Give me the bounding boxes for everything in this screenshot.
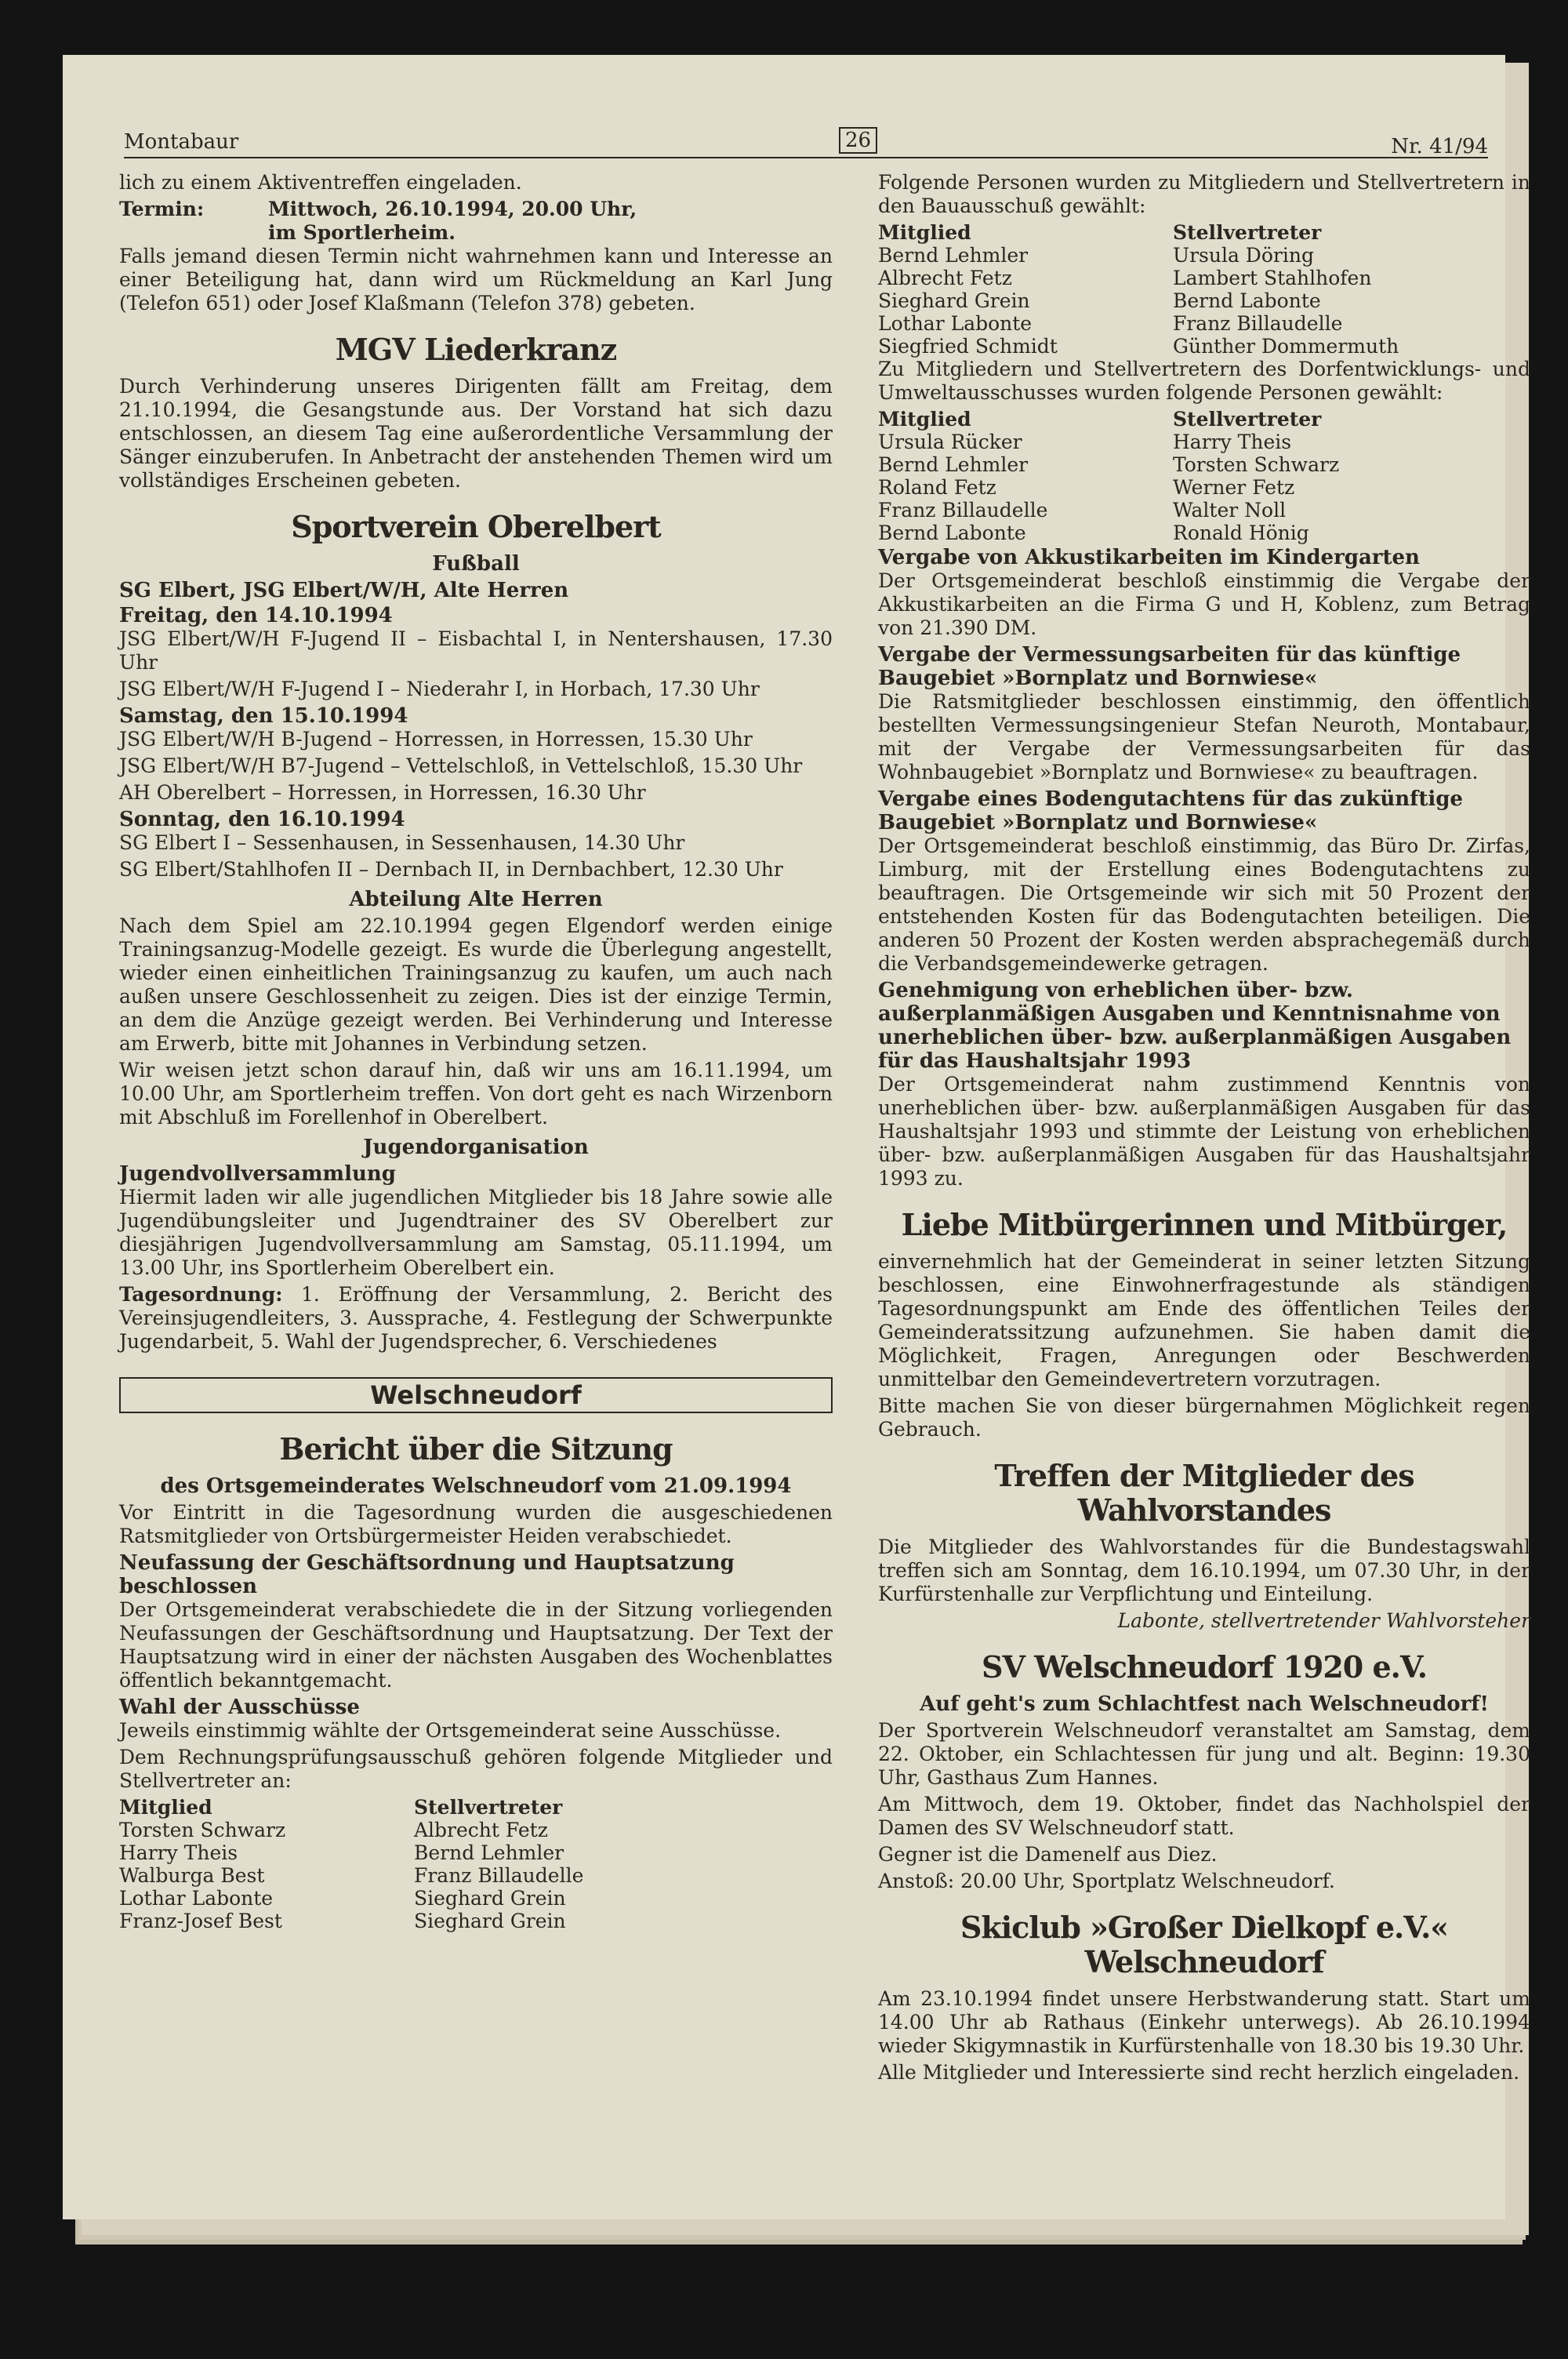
- liebe-title: Liebe Mitbürgerinnen und Mitbürger,: [901, 1207, 1508, 1242]
- rpa-members-column: [119, 1796, 414, 1932]
- list-item: Franz Billaudelle: [878, 499, 1048, 522]
- sv-text-2: Am Mittwoch, dem 19. Oktober, findet das Nachholspiel der Damen des SV Welschneudorf statt.: [878, 1793, 1530, 1839]
- sv-title: SV Welschneudorf 1920 e.V.: [982, 1649, 1427, 1685]
- list-item: Walter Noll: [1173, 499, 1287, 522]
- page-header: [124, 127, 1488, 160]
- page-number: 26: [839, 127, 877, 154]
- rpa-deputies-column: [414, 1796, 833, 1932]
- issue-number: Nr. 41/94: [1391, 135, 1488, 158]
- list-item: Walburga Best: [119, 1864, 265, 1887]
- newspaper-page: [63, 55, 1530, 2219]
- list-item: Franz Billaudelle: [414, 1864, 584, 1887]
- friday-game-1: JSG Elbert/W/H F-Jugend II – Eisbachtal I, in Nentershausen, 17.30 Uhr: [119, 627, 833, 674]
- bericht-intro: Vor Eintritt in die Tagesordnung wurden die ausgeschiedenen Ratsmitglieder von Ortsbürgermeister Heiden verabschiedet.: [119, 1501, 833, 1547]
- list-item: Lothar Labonte: [119, 1887, 274, 1910]
- right-column: [878, 171, 1530, 2088]
- list-item: Albrecht Fetz: [878, 267, 1012, 289]
- sunday-heading: Sonntag, den 16.10.1994: [119, 808, 405, 831]
- mgv-title: MGV Liederkranz: [335, 332, 617, 367]
- intro-text: Falls jemand diesen Termin nicht wahrnehmen kann und Interesse an einer Beteiligung hat, dann wird um Rückmeldung an Karl Jung (Telefon 651) oder Josef Klaßmann (Telefon 378) gebeten.: [119, 245, 833, 314]
- header-rule: [124, 157, 1488, 158]
- alte-herren-text-1: Nach dem Spiel am 22.10.1994 gegen Elgendorf werden einige Trainingsanzug-Modelle gezeigt. Es wurde die Überlegung angestellt, wieder einen einheitlichen Trainingsanzug zu kaufen, um auch nach außen unsere Geschlossenheit zu zeigen. Dies ist der einzige Termin, an dem die Anzüge gezeigt werden. Bei Verhinderung und Interesse am Erwerb, bitte mit Johannes in Verbindung setzen.: [119, 914, 833, 1055]
- teams-heading: SG Elbert, JSG Elbert/W/H, Alte Herren: [119, 579, 569, 602]
- jv-heading: Jugendvollversammlung: [119, 1162, 396, 1186]
- list-item: Bernd Labonte: [878, 522, 1026, 544]
- skiclub-text-1: Am 23.10.1994 findet unsere Herbstwanderung statt. Start um 14.00 Uhr ab Rathaus (Einkehr unterwegs). Ab 26.10.1994 wieder Skigymnastik in Kurfürstenhalle von 18.30 bis 19.30 Uhr.: [878, 1987, 1530, 2057]
- boden-text: Der Ortsgemeinderat beschloß einstimmig, das Büro Dr. Zirfas, Limburg, mit der Erstellung eines Bodengutachtens zu beauftragen. Die Ortsgemeinde wir sich mit 50 Prozent der entstehenden Kosten für das Bodengutachten beteiligen. Die anderen 50 Prozent der Kosten werden absprachegemäß durch die Verbandsgemeindewerke getragen.: [878, 834, 1530, 975]
- friday-heading: Freitag, den 14.10.1994: [119, 604, 393, 627]
- rpa-table: [119, 1796, 833, 1932]
- sv-text-4: Anstoß: 20.00 Uhr, Sportplatz Welschneudorf.: [878, 1870, 1335, 1892]
- termin-place: im Sportlerheim.: [268, 221, 456, 244]
- sport-title: Sportverein Oberelbert: [291, 509, 661, 544]
- saturday-heading: Samstag, den 15.10.1994: [119, 704, 408, 728]
- list-item: Sieghard Grein: [414, 1910, 566, 1932]
- termin-value: Mittwoch, 26.10.1994, 20.00 Uhr,: [268, 198, 637, 220]
- akkustik-heading: Vergabe von Akkustikarbeiten im Kindergarten: [878, 546, 1420, 569]
- dorf-col-mitglied: Mitglied: [878, 408, 971, 431]
- bau-table: [878, 221, 1530, 358]
- genehmigung-heading: Genehmigung von erheblichen über- bzw. außerplanmäßigen Ausgaben und Kenntnisnahme von unerheblichen über- bzw. außerplanmäßigen Ausgaben für das Haushaltsjahr 1993: [878, 979, 1512, 1073]
- bau-members-column: [878, 221, 1173, 358]
- friday-game-2: JSG Elbert/W/H F-Jugend I – Niederahr I, in Horbach, 17.30 Uhr: [119, 678, 760, 700]
- bericht-subtitle: des Ortsgemeinderates Welschneudorf vom 21.09.1994: [160, 1474, 792, 1498]
- saturday-game-3: AH Oberelbert – Horressen, in Horressen, 16.30 Uhr: [119, 781, 646, 804]
- alte-herren-text-2: Wir weisen jetzt schon darauf hin, daß wir uns am 16.11.1994, um 10.00 Uhr, am Sportlerheim treffen. Von dort geht es nach Wirzenborn mit Abschluß im Forellenhof in Oberelbert.: [119, 1059, 833, 1129]
- liebe-text-2: Bitte machen Sie von dieser bürgernahmen Möglichkeit regen Gebrauch.: [878, 1394, 1530, 1441]
- tagesordnung-text: 1. Eröffnung der Versammlung, 2. Bericht des Vereinsjugendleiters, 3. Aussprache, 4. Festlegung der Schwerpunkte Jugendarbeit, 5. Wahl der Jugendsprecher, 6. Verschiedenes: [119, 1283, 833, 1353]
- list-item: Günther Dommermuth: [1173, 335, 1399, 358]
- liebe-text-1: einvernehmlich hat der Gemeinderat in seiner letzten Sitzung beschlossen, eine Einwohnerfragestunde als ständigen Tagesordnungspunkt am Ende des öffentlichen Teiles der Gemeinderatssitzung aufzunehmen. Sie haben damit die Möglichkeit, Fragen, Anregungen oder Beschwerden unmittelbar den Gemeindevertretern vorzutragen.: [878, 1250, 1530, 1390]
- list-item: Siegfried Schmidt: [878, 335, 1058, 358]
- welschneudorf-box: Welschneudorf: [119, 1377, 833, 1413]
- bau-col-stellvertreter: Stellvertreter: [1173, 221, 1322, 244]
- list-item: Bernd Lehmler: [414, 1841, 564, 1864]
- sunday-game-2: SG Elbert/Stahlhofen II – Dernbach II, in Dernbachbert, 12.30 Uhr: [119, 858, 783, 881]
- akkustik-text: Der Ortsgemeinderat beschloß einstimmig die Vergabe der Akkustikarbeiten an die Firma G und H, Koblenz, zum Betrag von 21.390 DM.: [878, 569, 1530, 639]
- fussball-heading: Fußball: [432, 552, 520, 576]
- wahl-text: Jeweils einstimmig wählte der Ortsgemeinderat seine Ausschüsse.: [119, 1719, 782, 1742]
- dorf-col-stellvertreter: Stellvertreter: [1173, 408, 1322, 431]
- list-item: Ursula Rücker: [878, 431, 1022, 453]
- list-item: Sieghard Grein: [878, 289, 1030, 312]
- termin-place-row: [119, 221, 833, 245]
- sv-text-1: Der Sportverein Welschneudorf veranstaltet am Samstag, dem 22. Oktober, ein Schlachtessen für jung und alt. Beginn: 19.30 Uhr, Gasthaus Zum Hannes.: [878, 1719, 1530, 1789]
- skiclub-title: Skiclub »Großer Dielkopf e.V.« Welschneudorf: [960, 1910, 1449, 1979]
- skiclub-text-2: Alle Mitglieder und Interessierte sind recht herzlich eingeladen.: [878, 2061, 1520, 2084]
- list-item: Torsten Schwarz: [119, 1819, 286, 1841]
- sv-text-3: Gegner ist die Damenelf aus Diez.: [878, 1843, 1218, 1866]
- bau-deputies-column: [1173, 221, 1530, 358]
- dorf-members-column: [878, 408, 1173, 544]
- list-item: Roland Fetz: [878, 476, 996, 499]
- list-item: Werner Fetz: [1173, 476, 1295, 499]
- neufassung-heading: Neufassung der Geschäftsordnung und Hauptsatzung beschlossen: [119, 1551, 735, 1598]
- vermessung-heading: Vergabe der Vermessungsarbeiten für das künftige Baugebiet »Bornplatz und Bornwiese«: [878, 643, 1461, 690]
- list-item: Bernd Labonte: [1173, 289, 1321, 312]
- list-item: Franz Billaudelle: [1173, 312, 1343, 335]
- list-item: Lambert Stahlhofen: [1173, 267, 1372, 289]
- left-column: [119, 171, 833, 1932]
- header-town: Montabaur: [124, 130, 239, 154]
- boden-heading: Vergabe eines Bodengutachtens für das zukünftige Baugebiet »Bornplatz und Bornwiese«: [878, 787, 1463, 834]
- dorf-deputies-column: [1173, 408, 1530, 544]
- jugend-heading: Jugendorganisation: [363, 1136, 589, 1159]
- list-item: Harry Theis: [119, 1841, 238, 1864]
- tagesordnung-label: Tagesordnung:: [119, 1283, 283, 1306]
- dorf-intro: Zu Mitgliedern und Stellvertretern des Dorfentwicklungs- und Umweltausschusses wurden folgende Personen gewählt:: [878, 358, 1530, 404]
- list-item: Lothar Labonte: [878, 312, 1033, 335]
- intro-line: lich zu einem Aktiventreffen eingeladen.: [119, 171, 522, 194]
- bericht-title: Bericht über die Sitzung: [279, 1431, 673, 1467]
- wahl-heading: Wahl der Ausschüsse: [119, 1696, 360, 1719]
- treffen-title: Treffen der Mitglieder des Wahlvorstandes: [994, 1458, 1414, 1528]
- list-item: Franz-Josef Best: [119, 1910, 282, 1932]
- genehmigung-text: Der Ortsgemeinderat nahm zustimmend Kenntnis von unerheblichen über- bzw. außerplanmäßigen Ausgaben für das Haushaltsjahr 1993 und stimmte der Leistung von erheblichen über- bzw. außerplanmäßigen Ausgaben für das Haushaltsjahr 1993 zu.: [878, 1073, 1530, 1190]
- saturday-game-2: JSG Elbert/W/H B7-Jugend – Vettelschloß, in Vettelschloß, 15.30 Uhr: [119, 754, 803, 777]
- list-item: Ursula Döring: [1173, 244, 1314, 267]
- termin-row: [119, 198, 833, 221]
- neufassung-text: Der Ortsgemeinderat verabschiedete die in der Sitzung vorliegenden Neufassungen der Geschäftsordnung und Hauptsatzung. Der Text der Hauptsatzung wird in einer der nächsten Ausgaben des Wochenblattes öffentlich bekanntgemacht.: [119, 1598, 833, 1692]
- rpa-col-mitglied: Mitglied: [119, 1796, 212, 1819]
- sv-subtitle: Auf geht's zum Schlachtfest nach Welschneudorf!: [920, 1692, 1489, 1716]
- jv-text: Hiermit laden wir alle jugendlichen Mitglieder bis 18 Jahre sowie alle Jugendübungsleiter und Jugendtrainer des SV Oberelbert zur diesjährigen Jugendvollversammlung am Samstag, 05.11.1994, um 13.00 Uhr, ins Sportlerheim Oberelbert ein.: [119, 1186, 833, 1279]
- mgv-text: Durch Verhinderung unseres Dirigenten fällt am Freitag, dem 21.10.1994, die Gesangstunde aus. Der Vorstand hat sich dazu entschlossen, an diesem Tag eine außerordentliche Versammlung der Sänger einzuberufen. In Anbetracht der anstehenden Themen wird um vollständiges Erscheinen gebeten.: [119, 375, 833, 492]
- treffen-text: Die Mitglieder des Wahlvorstandes für die Bundestagswahl treffen sich am Sonntag, dem 16.10.1994, um 07.30 Uhr, in der Kurfürstenhalle zur Verpflichtung und Einteilung.: [878, 1536, 1530, 1605]
- list-item: Albrecht Fetz: [414, 1819, 548, 1841]
- saturday-game-1: JSG Elbert/W/H B-Jugend – Horressen, in Horressen, 15.30 Uhr: [119, 728, 753, 751]
- list-item: Harry Theis: [1173, 431, 1292, 453]
- sunday-game-1: SG Elbert I – Sessenhausen, in Sessenhausen, 14.30 Uhr: [119, 831, 685, 854]
- termin-label: Termin:: [119, 198, 205, 220]
- rpa-col-stellvertreter: Stellvertreter: [414, 1796, 563, 1819]
- vermessung-text: Die Ratsmitglieder beschlossen einstimmig, den öffentlich bestellten Vermessungsingenieur Stefan Neuroth, Montabaur, mit der Vergabe der Vermessungsarbeiten für das Wohnbaugebiet »Bornplatz und Bornwiese« zu beauftragen.: [878, 690, 1530, 783]
- list-item: Bernd Lehmler: [878, 453, 1029, 476]
- list-item: Sieghard Grein: [414, 1887, 566, 1910]
- treffen-signature: Labonte, stellvertretender Wahlvorsteher: [1117, 1609, 1530, 1632]
- alte-herren-heading: Abteilung Alte Herren: [349, 888, 603, 911]
- dorf-table: [878, 408, 1530, 544]
- list-item: Ronald Hönig: [1173, 522, 1309, 544]
- bau-intro: Folgende Personen wurden zu Mitgliedern und Stellvertretern in den Bauausschuß gewählt:: [878, 171, 1530, 217]
- tagesordnung: [119, 1283, 833, 1354]
- bau-col-mitglied: Mitglied: [878, 221, 971, 244]
- list-item: Torsten Schwarz: [1173, 453, 1340, 476]
- rpa-intro: Dem Rechnungsprüfungsausschuß gehören folgende Mitglieder und Stellvertreter an:: [119, 1746, 833, 1792]
- list-item: Bernd Lehmler: [878, 244, 1029, 267]
